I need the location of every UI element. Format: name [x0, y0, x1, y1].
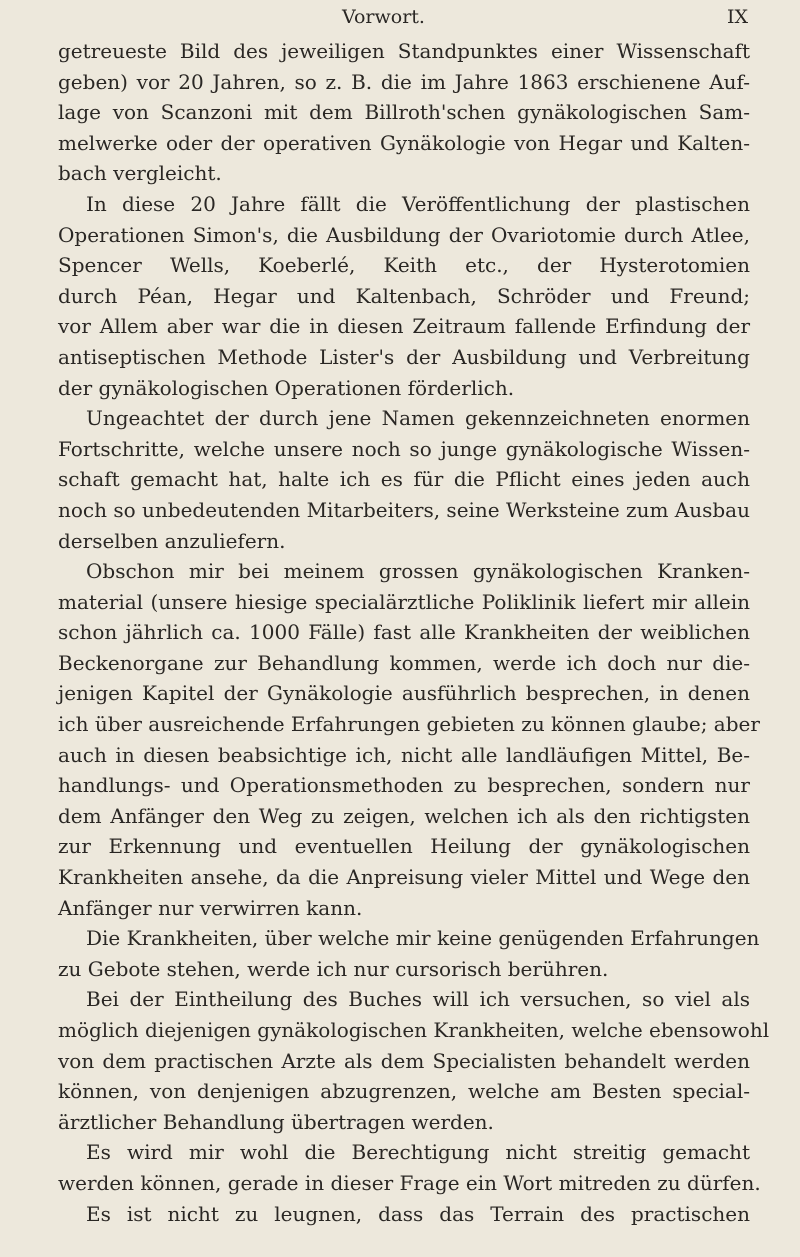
text-line-6: In diese 20 Jahre fällt die Veröffentlichung der plastischen [86, 191, 750, 216]
text-line-33: möglich diejenigen gynäkologischen Krankheiten, welche ebensowohl [58, 1018, 770, 1042]
text-line-25: handlungs- und Operationsmethoden zu besprechen, sondern nur [58, 773, 750, 798]
text-line-8: Spencer Wells, Koeberlé, Keith etc., der Hysterotomien [58, 253, 750, 278]
text-line-12: der gynäkologischen Operationen förderlich. [58, 375, 515, 400]
text-line-27: zur Erkennung und eventuellen Heilung der gynäkologischen [58, 834, 750, 859]
text-line-10: vor Allem aber war die in diesen Zeitraum fallende Erfindung der [58, 314, 750, 339]
text-line-38: werden können, gerade in dieser Frage ein Wort mitreden zu dürfen. [58, 1170, 761, 1195]
text-line-26: dem Anfänger den Weg zu zeigen, welchen ich als den richtigsten [58, 803, 750, 828]
text-line-23: ich über ausreichende Erfahrungen gebieten zu können glaube; aber [58, 712, 760, 737]
text-line-28: Krankheiten ansehe, da die Anpreisung vieler Mittel und Wege den [58, 865, 750, 890]
text-line-29: Anfänger nur verwirren kann. [58, 895, 363, 920]
text-line-19: material (unsere hiesige specialärztliche Poliklinik liefert mir allein [58, 589, 750, 614]
running-head [58, 6, 758, 34]
text-line-3: lage von Scanzoni mit dem Billroth'schen gynäkologischen Sam- [58, 100, 750, 125]
text-line-31: zu Gebote stehen, werde ich nur cursorisch berühren. [58, 956, 609, 981]
text-line-34: von dem practischen Arzte als dem Specialisten behandelt werden [58, 1048, 750, 1073]
text-line-9: durch Péan, Hegar und Kaltenbach, Schröder und Freund; [58, 283, 750, 308]
text-line-20: schon jährlich ca. 1000 Fälle) fast alle Krankheiten der weiblichen [58, 620, 750, 645]
text-line-2: geben) vor 20 Jahren, so z. B. die im Jahre 1863 erschienene Auf- [58, 69, 750, 94]
text-line-5: bach vergleicht. [58, 161, 222, 186]
text-line-22: jenigen Kapitel der Gynäkologie ausführlich besprechen, in denen [58, 681, 750, 706]
text-line-21: Beckenorgane zur Behandlung kommen, werde ich doch nur die- [58, 650, 750, 675]
text-line-11: antiseptischen Methode Lister's der Ausbildung und Verbreitung [58, 344, 750, 369]
text-line-37: Es wird mir wohl die Berechtigung nicht streitig gemacht [86, 1140, 750, 1165]
text-line-15: schaft gemacht hat, halte ich es für die Pflicht eines jeden auch [58, 467, 750, 492]
text-line-13: Ungeachtet der durch jene Namen gekennzeichneten enormen [86, 406, 750, 431]
text-line-17: derselben anzuliefern. [58, 528, 286, 553]
text-line-32: Bei der Eintheilung des Buches will ich versuchen, so viel als [86, 987, 750, 1012]
text-line-39: Es ist nicht zu leugnen, dass das Terrain des practischen [86, 1201, 750, 1226]
text-line-14: Fortschritte, welche unsere noch so junge gynäkologische Wissen- [58, 436, 750, 461]
running-head-title: Vorwort. [342, 6, 425, 28]
text-line-36: ärztlicher Behandlung übertragen werden. [58, 1109, 494, 1134]
text-line-35: können, von denjenigen abzugrenzen, welche am Besten special- [58, 1079, 750, 1104]
text-line-24: auch in diesen beabsichtige ich, nicht alle landläufigen Mittel, Be- [58, 742, 750, 767]
preface-body-text [58, 36, 770, 1229]
text-line-1: getreueste Bild des jeweiligen Standpunktes einer Wissenschaft [58, 39, 750, 63]
text-line-16: noch so unbedeutenden Mitarbeiters, seine Werksteine zum Ausbau [58, 497, 750, 522]
text-line-7: Operationen Simon's, die Ausbildung der Ovariotomie durch Atlee, [58, 222, 750, 247]
text-line-30: Die Krankheiten, über welche mir keine genügenden Erfahrungen [86, 926, 760, 951]
page-number: IX [726, 6, 748, 28]
text-line-18: Obschon mir bei meinem grossen gynäkologischen Kranken- [86, 559, 750, 584]
text-line-4: melwerke oder der operativen Gynäkologie von Hegar und Kalten- [58, 130, 750, 155]
